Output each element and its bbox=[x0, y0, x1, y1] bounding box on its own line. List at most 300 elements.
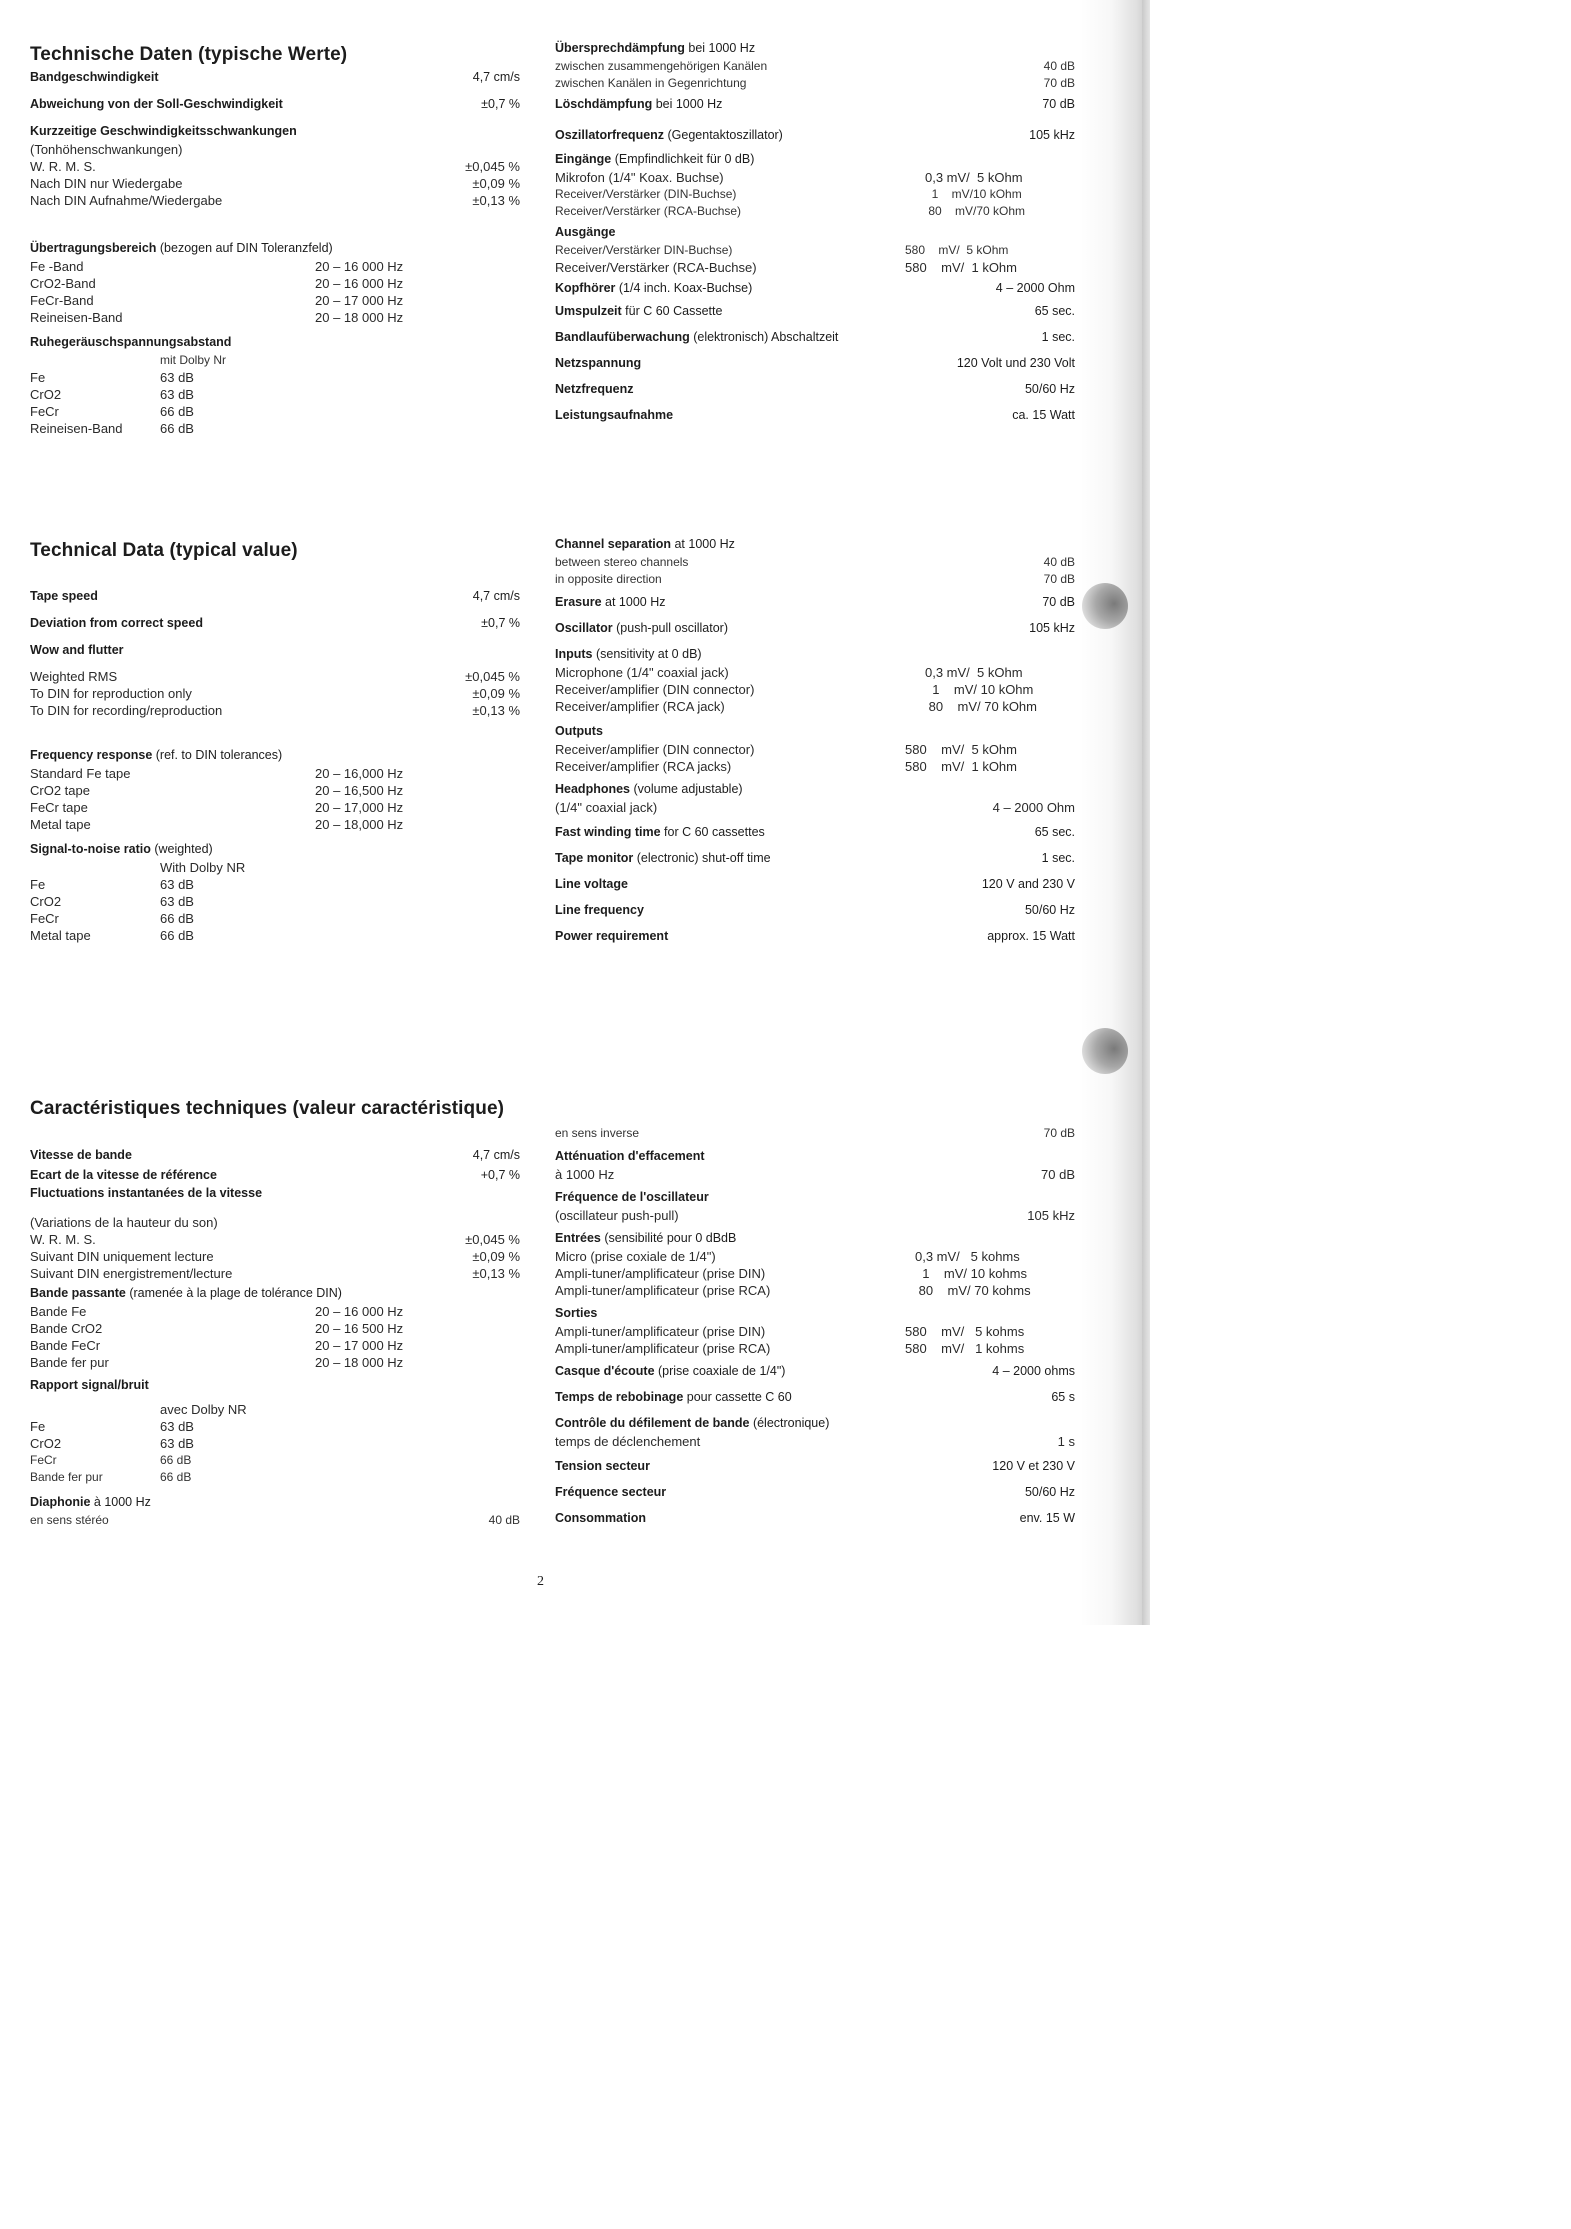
spec-label-text: für C 60 Cassette bbox=[621, 304, 723, 318]
spec-row bbox=[555, 1125, 1075, 1142]
spec-label-text: at 1000 Hz bbox=[601, 595, 666, 609]
spec-value: ±0,045 % bbox=[465, 669, 520, 684]
spec-heading: Channel separation bbox=[555, 537, 671, 551]
spec-row bbox=[555, 1148, 1075, 1165]
spec-row bbox=[555, 96, 1075, 113]
spec-label-text: (Tonhöhenschwankungen) bbox=[30, 142, 183, 157]
spec-value: 580 mV/ 1 kOhm bbox=[905, 260, 1017, 275]
spec-row bbox=[30, 1512, 520, 1529]
spec-row bbox=[30, 1401, 520, 1418]
spec-value: 80 mV/ 70 kOhm bbox=[925, 699, 1037, 714]
spec-label bbox=[30, 420, 123, 437]
spec-dolby-value: 63 dB bbox=[160, 387, 194, 402]
spec-value: 65 sec. bbox=[1034, 825, 1075, 839]
spec-row bbox=[30, 747, 520, 764]
spec-value: 20 – 18 000 Hz bbox=[315, 310, 404, 325]
spec-label bbox=[30, 1248, 214, 1265]
spec-label-text: Metal tape bbox=[30, 817, 91, 832]
spec-value: 120 V et 230 V bbox=[992, 1459, 1075, 1473]
spec-row bbox=[555, 536, 1075, 553]
spec-row bbox=[30, 816, 520, 833]
spec-label bbox=[555, 1415, 829, 1432]
spec-label-text: (sensibilité pour 0 dBdB bbox=[600, 1231, 737, 1245]
spec-label bbox=[555, 127, 783, 144]
section-title: Technische Daten (typische Werte) bbox=[30, 44, 348, 65]
spec-row bbox=[30, 123, 520, 140]
spec-label bbox=[555, 329, 838, 346]
spec-label bbox=[555, 407, 673, 424]
spec-label bbox=[30, 369, 45, 386]
spec-label bbox=[30, 292, 94, 309]
spec-heading: Leistungsaufnahme bbox=[555, 408, 674, 422]
spec-label-text: zwischen Kanälen in Gegenrichtung bbox=[555, 76, 747, 90]
spec-value: 120 V and 230 V bbox=[981, 877, 1075, 891]
spec-row bbox=[555, 1363, 1075, 1380]
spec-label-text: Mikrofon (1/4" Koax. Buchse) bbox=[555, 170, 724, 185]
spec-label bbox=[30, 668, 117, 685]
spec-label-text: Bande fer pur bbox=[30, 1470, 103, 1484]
spec-label bbox=[30, 1494, 151, 1511]
spec-value: 50/60 Hz bbox=[1024, 1485, 1075, 1499]
spec-row bbox=[30, 352, 520, 369]
spec-label-text: W. R. M. S. bbox=[30, 159, 96, 174]
spec-row bbox=[30, 668, 520, 685]
spec-value: 20 – 16 000 Hz bbox=[315, 1304, 404, 1319]
spec-value: +0,7 % bbox=[480, 1168, 520, 1182]
spec-row bbox=[555, 186, 1075, 203]
spec-heading: Ruhegeräuschspannungsabstand bbox=[30, 335, 232, 349]
spec-label bbox=[30, 1303, 86, 1320]
spec-heading: Power requirement bbox=[555, 929, 669, 943]
spec-label bbox=[30, 192, 222, 209]
spec-row bbox=[555, 1282, 1075, 1299]
spec-row bbox=[555, 1207, 1075, 1224]
spec-row bbox=[30, 859, 520, 876]
spec-value: 580 mV/ 5 kOhm bbox=[905, 243, 1009, 257]
spec-label-text: (ramenée à la plage de tolérance DIN) bbox=[125, 1286, 342, 1300]
spec-heading: Oscillator bbox=[555, 621, 613, 635]
spec-row bbox=[555, 876, 1075, 893]
spec-label-text: Suivant DIN uniquement lecture bbox=[30, 1249, 214, 1264]
spec-label bbox=[30, 96, 283, 113]
spec-row bbox=[30, 1147, 520, 1164]
spec-label-text: (Variations de la hauteur du son) bbox=[30, 1215, 218, 1230]
spec-label bbox=[555, 96, 722, 113]
spec-dolby-value: 63 dB bbox=[160, 894, 194, 909]
spec-label-text: CrO2 bbox=[30, 1436, 62, 1451]
spec-label-text: (Empfindlichkeit für 0 dB) bbox=[611, 152, 755, 166]
spec-label-text: Receiver/Verstärker (RCA-Buchse) bbox=[555, 204, 742, 218]
spec-label bbox=[555, 723, 603, 740]
spec-heading: Fréquence de l'oscillateur bbox=[555, 1190, 709, 1204]
spec-row bbox=[555, 1323, 1075, 1340]
spec-label-text: W. R. M. S. bbox=[30, 1232, 96, 1247]
spec-dolby-value: 66 dB bbox=[160, 928, 194, 943]
spec-label bbox=[555, 902, 644, 919]
spec-value: 1 mV/ 10 kohms bbox=[915, 1266, 1027, 1281]
spec-row bbox=[30, 158, 520, 175]
spec-heading: Consommation bbox=[555, 1511, 646, 1525]
spec-label-text: (volume adjustable) bbox=[630, 782, 743, 796]
spec-label bbox=[555, 1433, 700, 1450]
spec-label bbox=[555, 698, 725, 715]
spec-label bbox=[30, 258, 83, 275]
spec-label bbox=[555, 186, 736, 203]
spec-row bbox=[30, 702, 520, 719]
spec-label bbox=[555, 1166, 614, 1183]
spec-label bbox=[555, 1484, 666, 1501]
spec-heading: Löschdämpfung bbox=[555, 97, 653, 111]
spec-heading: Tape speed bbox=[30, 589, 98, 603]
spec-row bbox=[555, 681, 1075, 698]
spec-label-text: Receiver/amplifier (RCA jack) bbox=[555, 699, 725, 714]
spec-label bbox=[30, 1231, 96, 1248]
spec-heading: Atténuation d'effacement bbox=[555, 1149, 705, 1163]
spec-dolby-value: 66 dB bbox=[160, 1453, 192, 1467]
spec-value: ±0,09 % bbox=[472, 176, 520, 191]
spec-row bbox=[555, 1305, 1075, 1322]
spec-dolby-value: With Dolby NR bbox=[160, 860, 246, 875]
spec-row bbox=[555, 1484, 1075, 1501]
spec-label-text: Ampli-tuner/amplificateur (prise RCA) bbox=[555, 1283, 771, 1298]
spec-label bbox=[30, 799, 88, 816]
spec-row bbox=[555, 1189, 1075, 1206]
spec-label bbox=[555, 1389, 792, 1406]
spec-label bbox=[30, 1285, 342, 1302]
punch-hole-upper bbox=[1082, 583, 1128, 629]
spec-value: 4 – 2000 ohms bbox=[992, 1364, 1075, 1378]
spec-value: 1 sec. bbox=[1041, 330, 1075, 344]
spec-label bbox=[30, 876, 45, 893]
spec-label-text: Ampli-tuner/amplificateur (prise DIN) bbox=[555, 1266, 766, 1281]
spec-value: ±0,09 % bbox=[472, 1249, 520, 1264]
spec-label bbox=[30, 642, 124, 659]
spec-value: 580 mV/ 5 kOhm bbox=[905, 742, 1017, 757]
spec-heading: Oszillatorfrequenz bbox=[555, 128, 665, 142]
spec-label-text: (sensitivity at 0 dB) bbox=[592, 647, 702, 661]
spec-label-text: FeCr bbox=[30, 1453, 57, 1467]
spec-label bbox=[555, 1248, 716, 1265]
spec-label bbox=[555, 203, 741, 220]
spec-value: 1 sec. bbox=[1041, 851, 1075, 865]
spec-value: 0,3 mV/ 5 kOhm bbox=[925, 170, 1023, 185]
spec-row bbox=[30, 910, 520, 927]
spec-heading: Kopfhörer bbox=[555, 281, 616, 295]
spec-heading: Bandgeschwindigkeit bbox=[30, 70, 159, 84]
spec-heading: Bandlaufüberwachung bbox=[555, 330, 690, 344]
spec-row bbox=[555, 758, 1075, 775]
spec-row bbox=[30, 1469, 520, 1486]
spec-label-text: temps de déclenchement bbox=[555, 1434, 701, 1449]
spec-label bbox=[555, 1125, 639, 1142]
spec-value: ±0,7 % bbox=[481, 97, 520, 111]
spec-row bbox=[555, 127, 1075, 144]
spec-row bbox=[30, 96, 520, 113]
spec-label-text: Bande fer pur bbox=[30, 1355, 109, 1370]
spec-label bbox=[30, 1418, 45, 1435]
spec-label-text: (électronique) bbox=[749, 1416, 830, 1430]
spec-label bbox=[555, 594, 666, 611]
spec-row bbox=[555, 902, 1075, 919]
spec-row bbox=[555, 723, 1075, 740]
spec-row bbox=[30, 1320, 520, 1337]
spec-heading: Tension secteur bbox=[555, 1459, 650, 1473]
spec-label bbox=[555, 1305, 597, 1322]
spec-label-text: Receiver/amplifier (DIN connector) bbox=[555, 742, 755, 757]
spec-row bbox=[30, 876, 520, 893]
spec-value: ca. 15 Watt bbox=[1012, 408, 1075, 422]
spec-row bbox=[30, 192, 520, 209]
spec-value: ±0,7 % bbox=[481, 616, 520, 630]
spec-row bbox=[555, 1230, 1075, 1247]
spec-label-text: à 1000 Hz bbox=[90, 1495, 151, 1509]
spec-label-text: bei 1000 Hz bbox=[652, 97, 723, 111]
spec-label bbox=[555, 1207, 679, 1224]
spec-value: 70 dB bbox=[1043, 572, 1075, 586]
spec-label bbox=[30, 893, 61, 910]
spec-label-text: Receiver/Verstärker DIN-Buchse) bbox=[555, 243, 733, 257]
spec-row bbox=[555, 280, 1075, 297]
spec-value: 40 dB bbox=[488, 1513, 520, 1527]
spec-label bbox=[30, 816, 91, 833]
spec-row bbox=[30, 615, 520, 632]
spec-row bbox=[555, 355, 1075, 372]
spec-value: 40 dB bbox=[1043, 59, 1075, 73]
page-number: 2 bbox=[537, 1574, 544, 1589]
spec-label bbox=[555, 1458, 650, 1475]
spec-label bbox=[555, 681, 754, 698]
spec-row bbox=[555, 646, 1075, 663]
spec-label-text: à 1000 Hz bbox=[555, 1167, 615, 1182]
spec-value: 50/60 Hz bbox=[1024, 903, 1075, 917]
spec-label bbox=[30, 403, 59, 420]
spec-value: ±0,045 % bbox=[465, 159, 520, 174]
spec-label-text: Fe bbox=[30, 370, 46, 385]
spec-row bbox=[30, 1265, 520, 1282]
spec-label-text: CrO2 bbox=[30, 387, 62, 402]
spec-heading: Line frequency bbox=[555, 903, 644, 917]
spec-row bbox=[30, 1231, 520, 1248]
spec-row bbox=[555, 1510, 1075, 1527]
spec-value: 70 dB bbox=[1043, 1126, 1075, 1140]
spec-label-text: FeCr tape bbox=[30, 800, 88, 815]
spec-dolby-value: 63 dB bbox=[160, 1436, 194, 1451]
spec-value: 105 kHz bbox=[1029, 128, 1075, 142]
spec-row bbox=[555, 1248, 1075, 1265]
spec-row bbox=[30, 799, 520, 816]
spec-label-text: Reineisen-Band bbox=[30, 421, 123, 436]
spec-label-text: (oscillateur push-pull) bbox=[555, 1208, 679, 1223]
spec-value: 50/60 Hz bbox=[1024, 382, 1075, 396]
spec-row bbox=[555, 799, 1075, 816]
spec-label-text: en sens inverse bbox=[555, 1126, 640, 1140]
spec-label-text: Bande Fe bbox=[30, 1304, 87, 1319]
spec-dolby-value: 63 dB bbox=[160, 370, 194, 385]
spec-row bbox=[30, 1285, 520, 1302]
spec-row bbox=[555, 928, 1075, 945]
spec-value: 4,7 cm/s bbox=[472, 1148, 520, 1162]
spec-heading: Temps de rebobinage bbox=[555, 1390, 684, 1404]
spec-label-text: FeCr-Band bbox=[30, 293, 94, 308]
spec-row bbox=[555, 169, 1075, 186]
spec-label-text: Bande FeCr bbox=[30, 1338, 101, 1353]
spec-label bbox=[30, 1320, 102, 1337]
spec-label-text: Fe bbox=[30, 877, 46, 892]
spec-row bbox=[30, 275, 520, 292]
spec-label-text: Reineisen-Band bbox=[30, 310, 123, 325]
spec-label bbox=[555, 242, 732, 259]
spec-label-text: pour cassette C 60 bbox=[683, 1390, 792, 1404]
spec-label-text: (bezogen auf DIN Toleranzfeld) bbox=[156, 241, 333, 255]
spec-label bbox=[555, 876, 628, 893]
spec-heading: Übertragungsbereich bbox=[30, 241, 157, 255]
spec-row bbox=[30, 685, 520, 702]
spec-label bbox=[555, 1230, 736, 1247]
spec-heading: Ausgänge bbox=[555, 225, 616, 239]
spec-value: 80 mV/70 kOhm bbox=[925, 204, 1026, 218]
spec-label bbox=[30, 158, 96, 175]
spec-value: 20 – 16 000 Hz bbox=[315, 259, 404, 274]
spec-row bbox=[555, 151, 1075, 168]
spec-row bbox=[555, 1340, 1075, 1357]
spec-row bbox=[555, 224, 1075, 241]
spec-value: 1 s bbox=[1057, 1434, 1075, 1449]
spec-heading: Netzspannung bbox=[555, 356, 642, 370]
spec-value: 20 – 17,000 Hz bbox=[315, 800, 404, 815]
spec-label bbox=[555, 571, 662, 588]
spec-label bbox=[30, 309, 123, 326]
spec-row bbox=[30, 175, 520, 192]
spec-label bbox=[555, 75, 746, 92]
spec-row bbox=[555, 259, 1075, 276]
spec-label-text: Fe bbox=[30, 1419, 46, 1434]
spec-label-text: FeCr bbox=[30, 911, 59, 926]
spec-row bbox=[555, 554, 1075, 571]
spec-label-text: To DIN for recording/reproduction bbox=[30, 703, 223, 718]
spec-label-text: Suivant DIN energistrement/lecture bbox=[30, 1266, 233, 1281]
spec-value: 1 mV/ 10 kOhm bbox=[925, 682, 1034, 697]
spec-label-text: for C 60 cassettes bbox=[660, 825, 765, 839]
spec-label-text: bei 1000 Hz bbox=[684, 41, 756, 55]
spec-row bbox=[555, 664, 1075, 681]
spec-label bbox=[555, 381, 633, 398]
spec-row bbox=[555, 571, 1075, 588]
spec-label bbox=[555, 741, 754, 758]
spec-label bbox=[30, 1214, 218, 1231]
spec-label-text: Nach DIN Aufnahme/Wiedergabe bbox=[30, 193, 223, 208]
spec-heading: Deviation from correct speed bbox=[30, 616, 203, 630]
spec-heading: Ecart de la vitesse de référence bbox=[30, 1168, 217, 1182]
spec-label bbox=[555, 1363, 785, 1380]
spec-label bbox=[30, 747, 282, 764]
spec-label-text: en sens stéréo bbox=[30, 1513, 109, 1527]
spec-label-text: zwischen zusammengehörigen Kanälen bbox=[555, 59, 768, 73]
spec-label-text: (elektronisch) Abschaltzeit bbox=[689, 330, 839, 344]
spec-label bbox=[30, 123, 297, 140]
spec-label bbox=[555, 169, 724, 186]
spec-heading: Vitesse de bande bbox=[30, 1148, 132, 1162]
spec-label bbox=[30, 1377, 149, 1394]
spec-value: 20 – 18 000 Hz bbox=[315, 1355, 404, 1370]
spec-row bbox=[555, 1265, 1075, 1282]
spec-row bbox=[555, 1166, 1075, 1183]
spec-label bbox=[555, 58, 767, 75]
spec-value: 70 dB bbox=[1042, 97, 1075, 111]
spec-row bbox=[555, 40, 1075, 57]
spec-value: 1 mV/10 kOhm bbox=[925, 187, 1022, 201]
spec-value: 580 mV/ 5 kohms bbox=[905, 1324, 1025, 1339]
spec-heading: Line voltage bbox=[555, 877, 628, 891]
spec-dolby-value: 66 dB bbox=[160, 1470, 192, 1484]
spec-label bbox=[555, 554, 688, 571]
spec-heading: Fast winding time bbox=[555, 825, 661, 839]
spec-row bbox=[30, 386, 520, 403]
spec-row bbox=[30, 420, 520, 437]
spec-heading: Tape monitor bbox=[555, 851, 634, 865]
spec-label bbox=[555, 1265, 765, 1282]
spec-label bbox=[30, 1354, 109, 1371]
spec-value: 20 – 17 000 Hz bbox=[315, 293, 404, 308]
spec-dolby-value: 66 dB bbox=[160, 404, 194, 419]
spec-label bbox=[555, 781, 743, 798]
spec-row bbox=[555, 824, 1075, 841]
spec-row bbox=[30, 1337, 520, 1354]
spec-heading: Casque d'écoute bbox=[555, 1364, 655, 1378]
spec-label bbox=[30, 1512, 109, 1529]
spec-heading: Kurzzeitige Geschwindigkeitsschwankungen bbox=[30, 124, 297, 138]
spec-label bbox=[30, 334, 231, 351]
spec-heading: Netzfrequenz bbox=[555, 382, 634, 396]
spec-row bbox=[555, 1433, 1075, 1450]
spec-row bbox=[555, 781, 1075, 798]
spec-row bbox=[555, 1389, 1075, 1406]
spec-label bbox=[555, 646, 702, 663]
spec-label bbox=[30, 615, 203, 632]
spec-row bbox=[30, 292, 520, 309]
spec-row bbox=[555, 1458, 1075, 1475]
spec-row bbox=[30, 841, 520, 858]
spec-heading: Contrôle du défilement de bande bbox=[555, 1416, 750, 1430]
spec-label bbox=[30, 1185, 262, 1202]
spec-label bbox=[30, 275, 96, 292]
page-edge-strip bbox=[1142, 0, 1150, 1625]
spec-heading: Sorties bbox=[555, 1306, 598, 1320]
spec-label-text: Ampli-tuner/amplificateur (prise DIN) bbox=[555, 1324, 766, 1339]
spec-label-text: Ampli-tuner/amplificateur (prise RCA) bbox=[555, 1341, 771, 1356]
spec-row bbox=[30, 1452, 520, 1469]
spec-heading: Eingänge bbox=[555, 152, 612, 166]
spec-row bbox=[555, 741, 1075, 758]
spec-label bbox=[555, 1510, 646, 1527]
spec-value: 65 sec. bbox=[1034, 304, 1075, 318]
spec-label-text: (electronic) shut-off time bbox=[633, 851, 771, 865]
spec-label bbox=[30, 841, 213, 858]
spec-row bbox=[555, 594, 1075, 611]
spec-label-text: CrO2 bbox=[30, 894, 62, 909]
spec-label bbox=[555, 1189, 709, 1206]
spec-label bbox=[555, 824, 765, 841]
spec-label bbox=[30, 927, 91, 944]
spec-row bbox=[30, 1435, 520, 1452]
spec-label bbox=[555, 355, 641, 372]
spec-label-text: (1/4" coaxial jack) bbox=[555, 800, 658, 815]
spec-label bbox=[555, 151, 754, 168]
spec-value: 4 – 2000 Ohm bbox=[992, 800, 1075, 815]
spec-dolby-value: 66 dB bbox=[160, 421, 194, 436]
spec-value: 70 dB bbox=[1042, 595, 1075, 609]
spec-dolby-value: avec Dolby NR bbox=[160, 1402, 247, 1417]
spec-row bbox=[30, 240, 520, 257]
